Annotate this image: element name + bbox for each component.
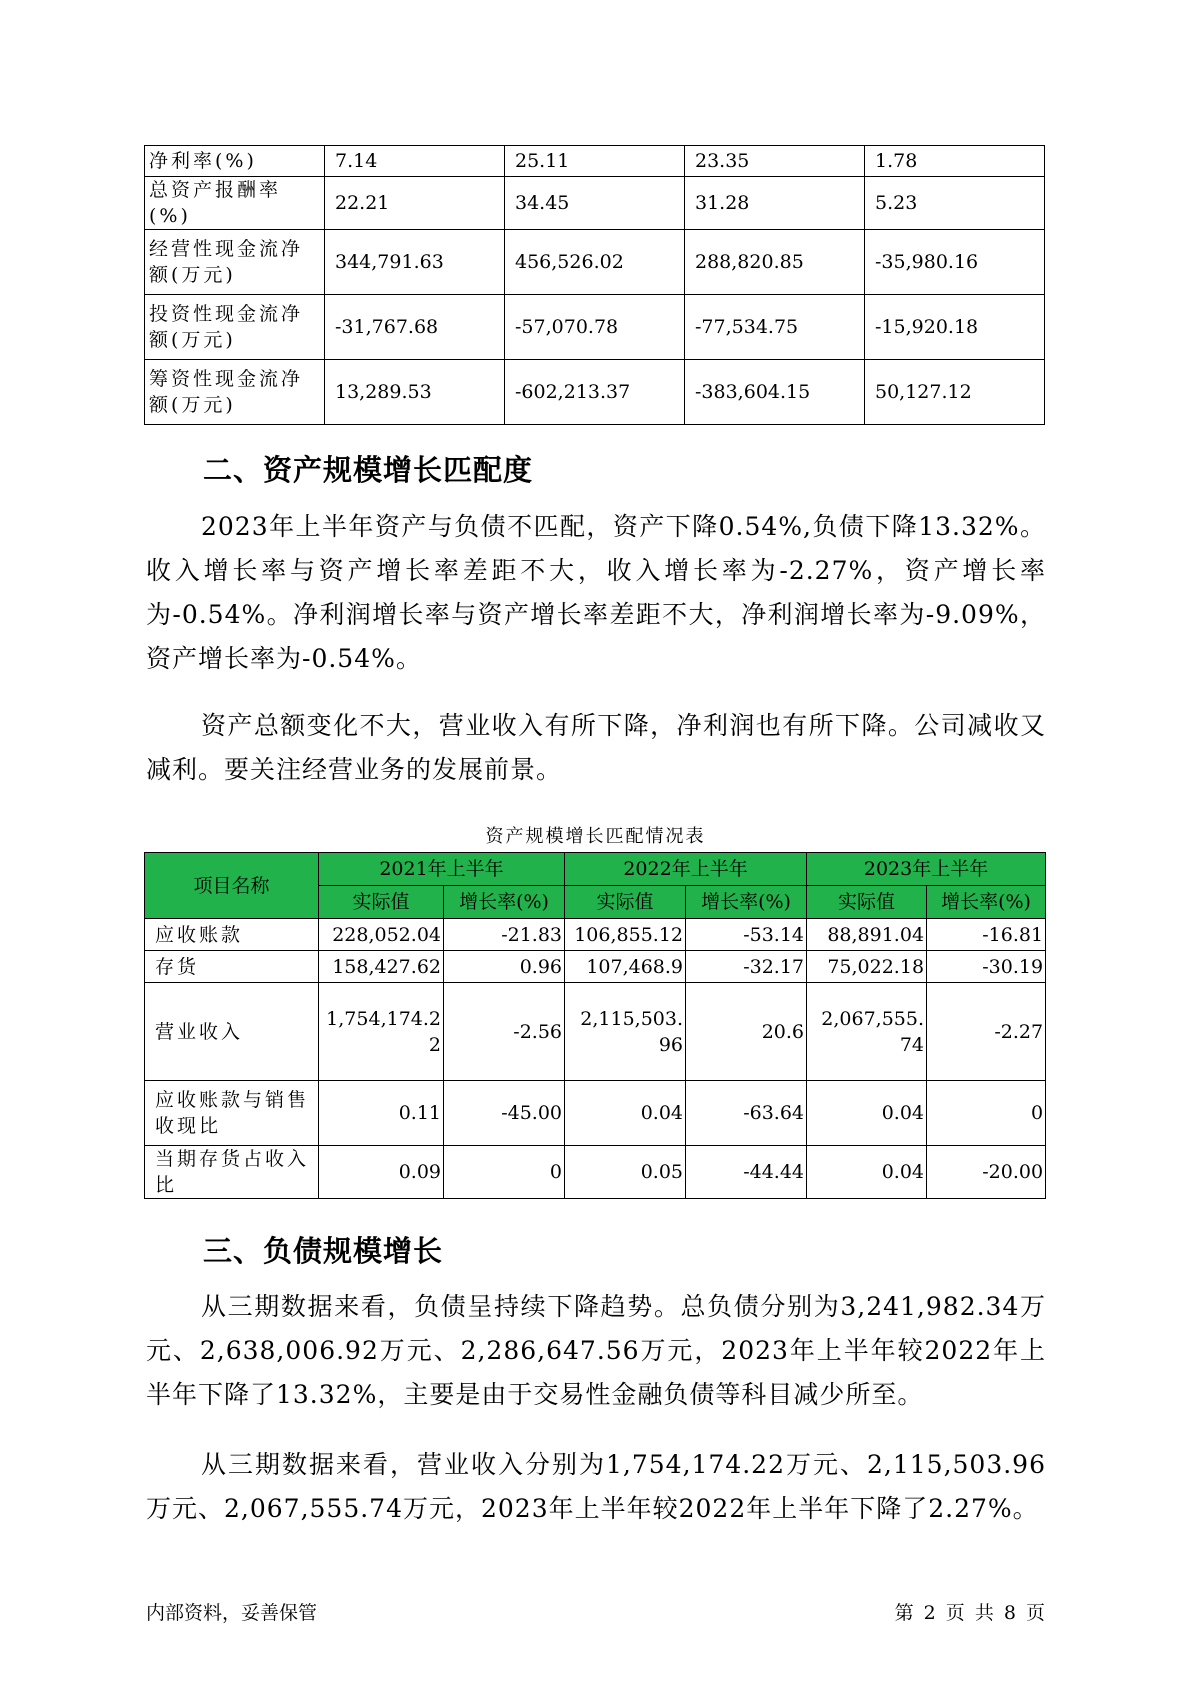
- row-label: 经营性现金流净额(万元): [145, 230, 325, 295]
- column-header: 实际值: [319, 886, 444, 919]
- table-cell: 23.35: [685, 146, 865, 177]
- table-cell: -31,767.68: [325, 295, 505, 360]
- row-label: 存货: [145, 951, 319, 983]
- asset-growth-table: [144, 852, 1046, 1199]
- table-cell: 158,427.62: [319, 951, 444, 983]
- column-header: 增长率(%): [444, 886, 565, 919]
- table-cell: 0.11: [319, 1081, 444, 1146]
- paragraph: 从三期数据来看，负债呈持续下降趋势。总负债分别为3,241,982.34万元、2,638,006.92万元、2,286,647.56万元，2023年上半年较2022年上半年下降了13.32%，主要是由于交易性金融负债等科目减少所至。: [146, 1292, 1046, 1409]
- table-cell: 0.04: [565, 1081, 686, 1146]
- table-cell: 228,052.04: [319, 919, 444, 951]
- table-cell: 0.05: [565, 1146, 686, 1199]
- column-header: 实际值: [565, 886, 686, 919]
- table-cell: 88,891.04: [807, 919, 927, 951]
- table-cell: 20.6: [686, 983, 807, 1081]
- table-cell: -53.14: [686, 919, 807, 951]
- row-label: 当期存货占收入比: [145, 1146, 319, 1199]
- row-label: 总资产报酬率(%): [145, 177, 325, 230]
- footer-page-number: 第 2 页 共 8 页: [894, 1602, 1045, 1624]
- paragraph: 从三期数据来看，营业收入分别为1,754,174.22万元、2,115,503.96万元、2,067,555.74万元，2023年上半年较2022年上半年下降了2.27%。: [146, 1450, 1046, 1523]
- table-cell: -602,213.37: [505, 360, 685, 425]
- table-cell: 0: [444, 1146, 565, 1199]
- table-cell: 31.28: [685, 177, 865, 230]
- table-cell: 34.45: [505, 177, 685, 230]
- table-cell: -35,980.16: [865, 230, 1045, 295]
- column-header: 增长率(%): [686, 886, 807, 919]
- row-label: 应收账款: [145, 919, 319, 951]
- table-row: [145, 919, 1046, 951]
- table-cell: 0.09: [319, 1146, 444, 1199]
- table-cell: -45.00: [444, 1081, 565, 1146]
- table-cell: -44.44: [686, 1146, 807, 1199]
- row-label: 筹资性现金流净额(万元): [145, 360, 325, 425]
- row-label: 投资性现金流净额(万元): [145, 295, 325, 360]
- table-cell: -30.19: [927, 951, 1046, 983]
- paragraph: 资产总额变化不大，营业收入有所下降，净利润也有所下降。公司减收又减利。要关注经营业务的发展前景。: [146, 711, 1046, 784]
- section-heading: 二、资产规模增长匹配度: [203, 453, 534, 487]
- row-label: 营业收入: [145, 983, 319, 1081]
- table-row: [145, 1081, 1046, 1146]
- table-cell: -63.64: [686, 1081, 807, 1146]
- table-cell: 0.04: [807, 1146, 927, 1199]
- table-cell: 456,526.02: [505, 230, 685, 295]
- table-cell: 7.14: [325, 146, 505, 177]
- table-cell: 344,791.63: [325, 230, 505, 295]
- column-header: 增长率(%): [927, 886, 1046, 919]
- table-cell: 0.96: [444, 951, 565, 983]
- table-cell: -77,534.75: [685, 295, 865, 360]
- table-cell: 107,468.9: [565, 951, 686, 983]
- table-cell: -57,070.78: [505, 295, 685, 360]
- table-cell: 0.04: [807, 1081, 927, 1146]
- table-cell: -15,920.18: [865, 295, 1045, 360]
- table-cell: -20.00: [927, 1146, 1046, 1199]
- table-caption: 资产规模增长匹配情况表: [485, 826, 706, 847]
- financial-ratios-table: [144, 145, 1045, 425]
- table-cell: 22.21: [325, 177, 505, 230]
- table-row: [145, 983, 1046, 1081]
- table-cell: 75,022.18: [807, 951, 927, 983]
- table-header-row: [145, 853, 1046, 886]
- footer-confidential-note: 内部资料，妥善保管: [146, 1602, 318, 1624]
- table-cell: -2.56: [444, 983, 565, 1081]
- table-row: [145, 360, 1045, 425]
- table-cell: -16.81: [927, 919, 1046, 951]
- table-cell: 288,820.85: [685, 230, 865, 295]
- table-row: [145, 230, 1045, 295]
- table-cell: 13,289.53: [325, 360, 505, 425]
- section-heading: 三、负债规模增长: [203, 1234, 444, 1268]
- table-row: [145, 146, 1045, 177]
- column-header: 2022年上半年: [565, 853, 807, 886]
- table-cell: 25.11: [505, 146, 685, 177]
- table-row: [145, 295, 1045, 360]
- table-cell: -32.17: [686, 951, 807, 983]
- column-header: 项目名称: [145, 853, 319, 919]
- table-cell: -383,604.15: [685, 360, 865, 425]
- row-label: 应收账款与销售收现比: [145, 1081, 319, 1146]
- row-label: 净利率(%): [145, 146, 325, 177]
- table-cell: 0: [927, 1081, 1046, 1146]
- table-cell: -2.27: [927, 983, 1046, 1081]
- column-header: 实际值: [807, 886, 927, 919]
- column-header: 2021年上半年: [319, 853, 565, 886]
- table-cell: 1.78: [865, 146, 1045, 177]
- column-header: 2023年上半年: [807, 853, 1046, 886]
- table-cell: 106,855.12: [565, 919, 686, 951]
- paragraph: 2023年上半年资产与负债不匹配，资产下降0.54%,负债下降13.32%。收入增长率与资产增长率差距不大，收入增长率为-2.27%，资产增长率为-0.54%。净利润增长率与资产增长率差距不大，净利润增长率为-9.09%，资产增长率为-0.54%。: [146, 512, 1046, 673]
- table-row: [145, 177, 1045, 230]
- table-cell: 50,127.12: [865, 360, 1045, 425]
- table-cell: 1,754,174.22: [319, 983, 444, 1081]
- table-cell: -21.83: [444, 919, 565, 951]
- table-cell: 2,067,555.74: [807, 983, 927, 1081]
- table-row: [145, 1146, 1046, 1199]
- table-cell: 2,115,503.96: [565, 983, 686, 1081]
- table-cell: 5.23: [865, 177, 1045, 230]
- table-row: [145, 951, 1046, 983]
